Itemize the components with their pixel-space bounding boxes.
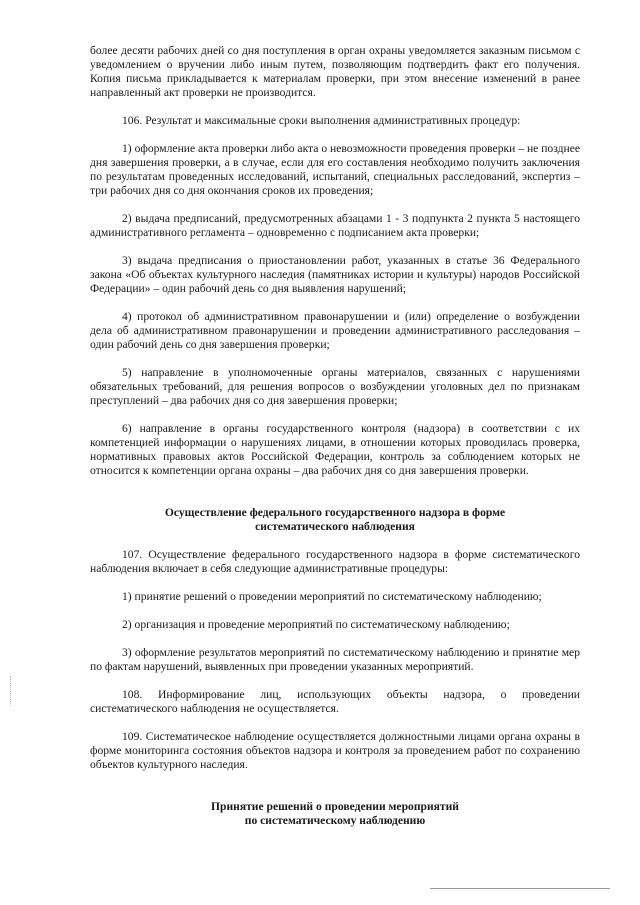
paragraph-106: 106. Результат и максимальные сроки выполнения административных процедур:: [122, 114, 521, 127]
document-page: [90, 44, 580, 828]
paragraph-106-5: 5) направление в уполномоченные органы материалов, связанных с нарушениями обязательных требований, для решения вопросов о возбуждении уголовных дел по признакам преступлений – два рабочих дня со дня завершения проверки;: [90, 366, 580, 407]
scan-edge-marks: [10, 676, 13, 706]
section-heading-2-line-1: Принятие решений о проведении мероприятий: [211, 800, 459, 813]
intro-paragraph: более десяти рабочих дней со дня поступления в орган охраны уведомляется заказным письмом с уведомлением о вручении либо иным путем, позволяющим подтвердить факт его получения. Копия письма прикладывается к материалам проверки, при этом внесение изменений в ранее направленный акт проверки не производится.: [90, 44, 580, 99]
section-heading-1-line-2: систематического наблюдения: [255, 520, 415, 533]
paragraph-107-3: 3) оформление результатов мероприятий по систематическому наблюдению и принятие мер по фактам нарушений, выявленных при проведении указанных мероприятий.: [90, 646, 580, 673]
paragraph-106-6: 6) направление в органы государственного контроля (надзора) в соответствии с их компетенцией информации о нарушениях лицами, в отношении которых проводилась проверка, нормативных правовых актов Российской Федерации, контроль за соблюдением которых не относится к компетенции органа охраны – два рабочих дня со дня завершения проверки.: [90, 422, 580, 477]
paragraph-106-4: 4) протокол об административном правонарушении и (или) определение о возбуждении дела об административном правонарушении и проведении административного расследования – один рабочий день со дня завершения проверки;: [90, 310, 580, 351]
paragraph-108: 108. Информирование лиц, использующих объекты надзора, о проведении систематического наблюдения не осуществляется.: [90, 688, 580, 715]
section-heading-1-line-1: Осуществление федерального государственного надзора в форме: [164, 506, 506, 519]
paragraph-107-1: 1) принятие решений о проведении мероприятий по систематическому наблюдению;: [122, 590, 542, 603]
paragraph-106-3: 3) выдача предписания о приостановлении работ, указанных в статье 36 Федерального закона «Об объектах культурного наследия (памятниках истории и культуры) народов Российской Федерации» – один рабочий день со дня выявления нарушений;: [90, 254, 580, 295]
paragraph-106-1: 1) оформление акта проверки либо акта о невозможности проведения проверки – не позднее дня завершения проверки, а в случае, если для его составления необходимо получить заключения по результатам проведенных исследований, испытаний, специальных расследований, экспертиз – три рабочих дня со дня окончания сроков их проведения;: [90, 142, 580, 197]
paragraph-109: 109. Систематическое наблюдение осуществляется должностными лицами органа охраны в форме мониторинга состояния объектов надзора и контроля за проведением работ по сохранению объектов культурного наследия.: [90, 730, 580, 771]
paragraph-106-2: 2) выдача предписаний, предусмотренных абзацами 1 - 3 подпункта 2 пункта 5 настоящего административного регламента – одновременно с подписанием акта проверки;: [90, 212, 580, 239]
footer-rule: [430, 888, 610, 889]
section-heading-2-line-2: по систематическому наблюдению: [244, 814, 426, 827]
paragraph-107-2: 2) организация и проведение мероприятий по систематическому наблюдению;: [122, 618, 510, 631]
paragraph-107: 107. Осуществление федерального государственного надзора в форме систематического наблюдения включает в себя следующие административные процедуры:: [90, 548, 580, 575]
